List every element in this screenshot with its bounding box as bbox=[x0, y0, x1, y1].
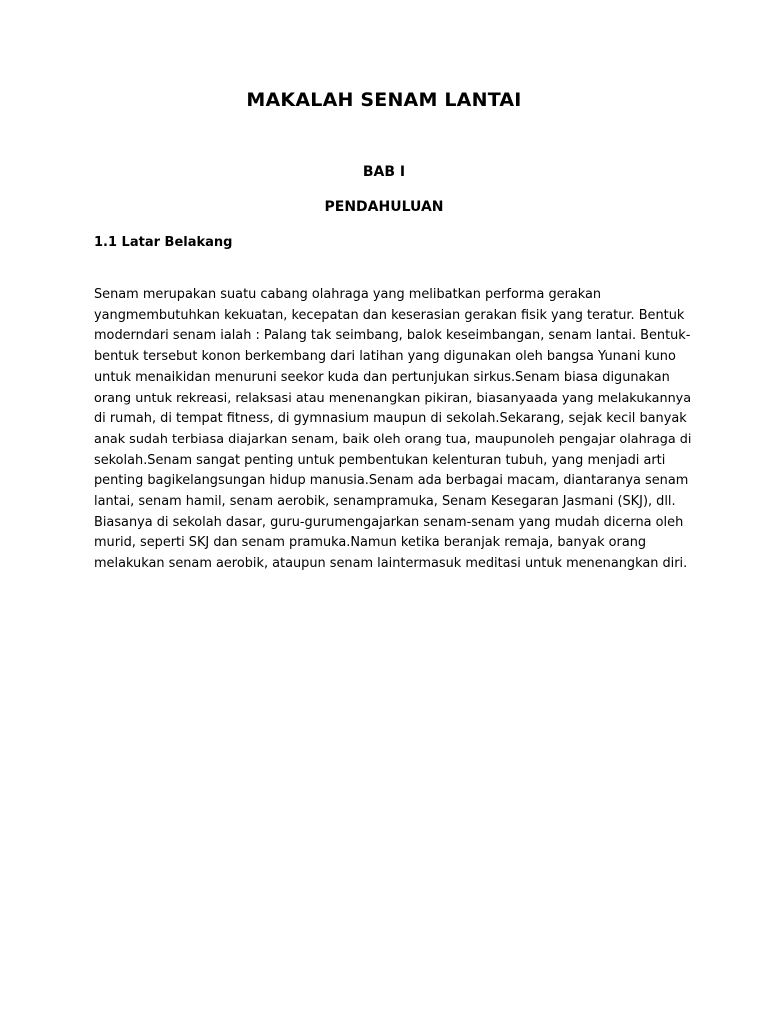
paragraph-line: lantai, senam hamil, senam aerobik, senampramuka, Senam Kesegaran Jasmani (SKJ), dll. bbox=[94, 494, 676, 510]
paragraph-line: Biasanya di sekolah dasar, guru-gurumengajarkan senam-senam yang mudah dicerna oleh bbox=[94, 514, 684, 530]
paragraph-line: anak sudah terbiasa diajarkan senam, baik oleh orang tua, maupunoleh pengajar olahraga di bbox=[94, 431, 692, 447]
paragraph-line: Senam merupakan suatu cabang olahraga yang melibatkan performa gerakan bbox=[94, 287, 602, 302]
paragraph-line: murid, seperti SKJ dan senam pramuka.Namun ketika beranjak remaja, banyak orang bbox=[94, 535, 647, 551]
body-paragraph bbox=[94, 285, 694, 575]
paragraph-line: orang untuk rekreasi, relaksasi atau menenangkan pikiran, biasanyaada yang melakukannya bbox=[94, 390, 692, 406]
paragraph-line: yangmembutuhkan kekuatan, kecepatan dan keserasian gerakan fisik yang teratur. Bentuk bbox=[94, 307, 685, 323]
chapter-title: PENDAHULUAN bbox=[324, 199, 444, 215]
paragraph-line: untuk menaikidan menuruni seekor kuda dan pertunjukan sirkus.Senam biasa digunakan bbox=[94, 369, 670, 385]
chapter-number: BAB I bbox=[362, 164, 406, 180]
paragraph-line: bentuk tersebut konon berkembang dari latihan yang digunakan oleh bangsa Yunani kuno bbox=[94, 349, 676, 365]
paragraph-line: melakukan senam aerobik, ataupun senam laintermasuk meditasi untuk menenangkan diri. bbox=[94, 556, 688, 572]
paragraph-line: penting bagikelangsungan hidup manusia.Senam ada berbagai macam, diantaranya senam bbox=[94, 473, 689, 489]
paragraph-line: moderndari senam ialah : Palang tak seimbang, balok keseimbangan, senam lantai. Bentuk- bbox=[94, 328, 691, 344]
paragraph-line: sekolah.Senam sangat penting untuk pembentukan kelenturan tubuh, yang menjadi arti bbox=[94, 452, 666, 468]
paragraph-line: di rumah, di tempat fitness, di gymnasium maupun di sekolah.Sekarang, sejak kecil banyak bbox=[94, 411, 687, 427]
document-title: MAKALAH SENAM LANTAI bbox=[246, 89, 522, 111]
section-heading: 1.1 Latar Belakang bbox=[94, 235, 233, 250]
